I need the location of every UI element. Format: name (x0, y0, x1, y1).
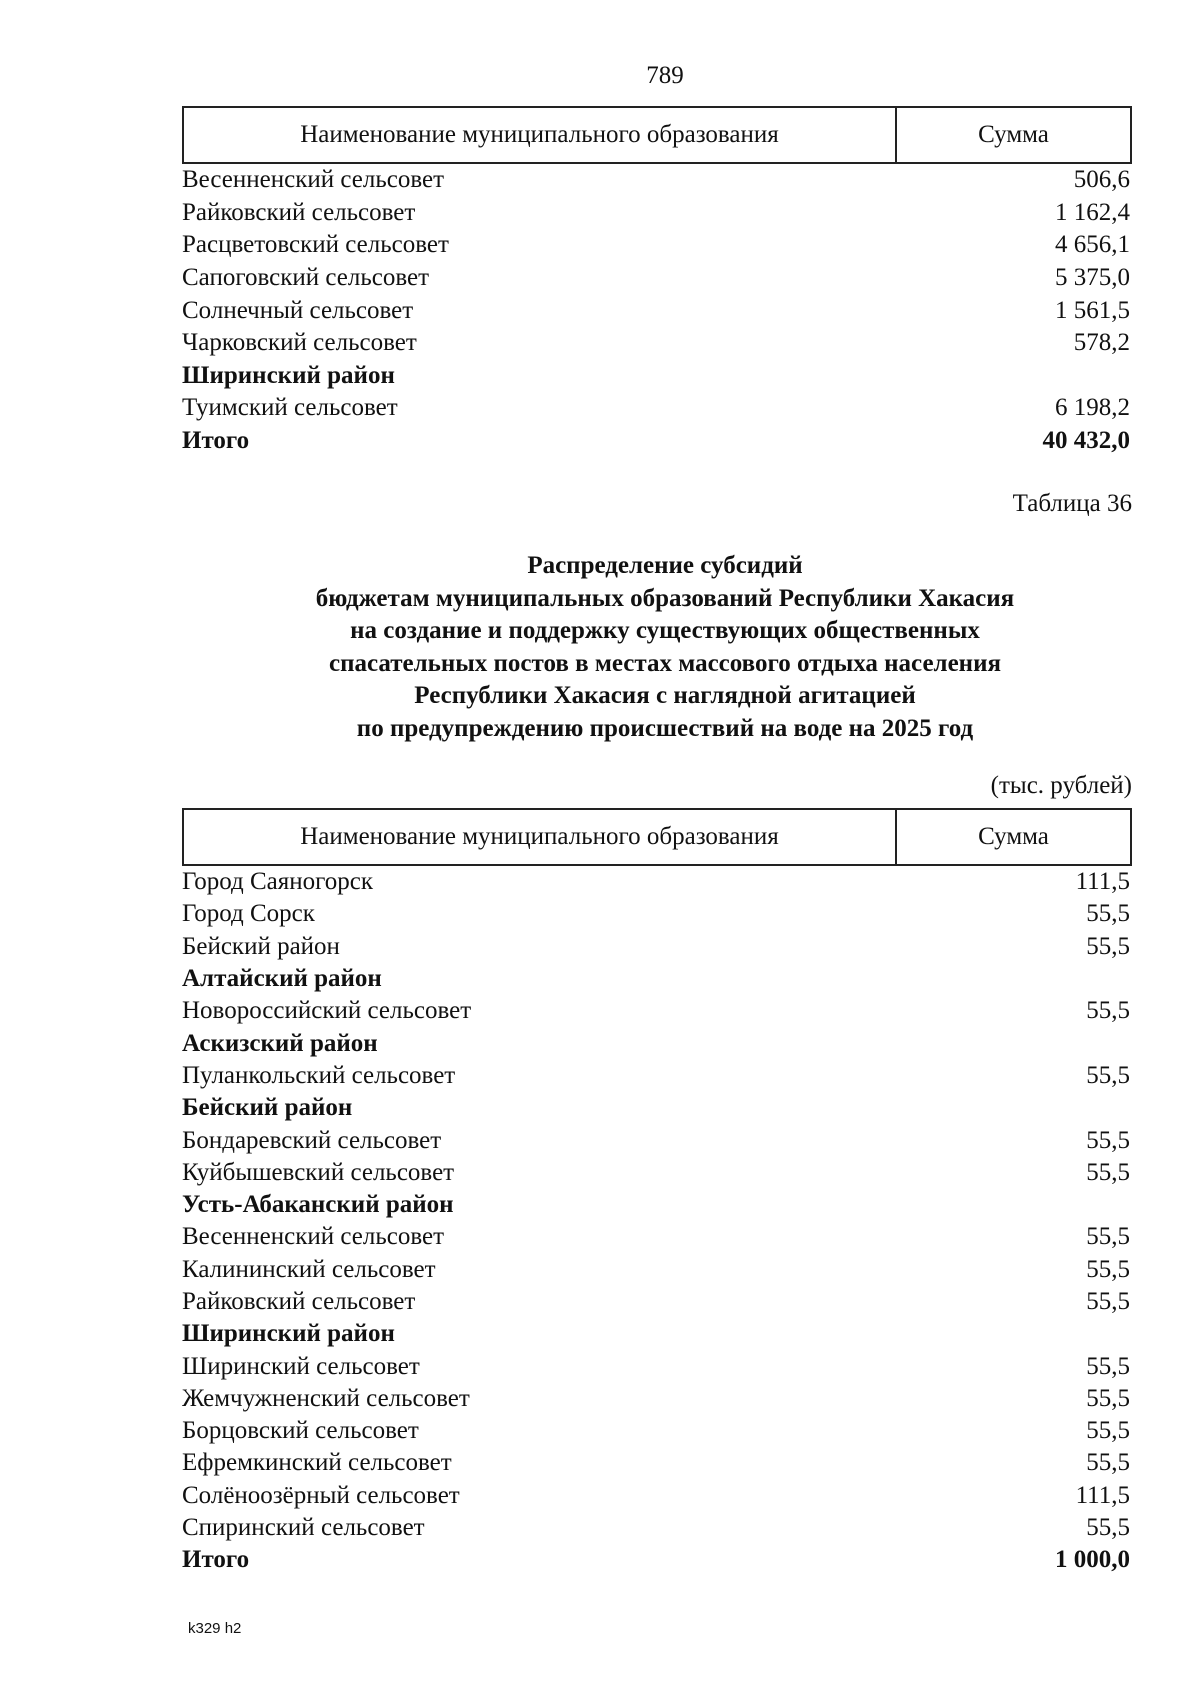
row-name: Весенненский сельсовет (182, 166, 445, 194)
row-name: Райковский сельсовет (182, 1288, 416, 1315)
table-row (182, 1447, 1132, 1479)
row-name: Усть-Абаканский район (182, 1191, 454, 1219)
table-row (182, 1480, 1132, 1512)
table-row (182, 1124, 1132, 1156)
table-row (182, 1512, 1132, 1544)
row-sum: 55,5 (1086, 1514, 1130, 1542)
table-1-header-name: Наименование муниципального образования (184, 108, 897, 162)
table-row (182, 262, 1132, 295)
row-sum: 111,5 (1075, 868, 1130, 896)
row-name: Итого (182, 1546, 250, 1574)
row-name: Куйбышевский сельсовет (182, 1158, 455, 1186)
row-name: Итого (182, 427, 250, 455)
row-sum: 55,5 (1086, 1158, 1130, 1186)
table-row (182, 1286, 1132, 1318)
row-name: Бейский район (182, 932, 340, 960)
row-sum: 6 198,2 (1055, 394, 1130, 422)
row-name: Ефремкинский сельсовет (182, 1449, 452, 1477)
row-sum: 55,5 (1086, 997, 1130, 1025)
table-row (182, 1350, 1132, 1382)
row-name: Райковский сельсовет (182, 198, 416, 226)
row-name: Ширинский район (182, 1320, 395, 1348)
row-sum: 55,5 (1086, 1061, 1130, 1089)
row-sum: 111,5 (1075, 1481, 1130, 1509)
table-2-header (182, 808, 1132, 866)
title-line: по предупреждению происшествий на воде на 2025 год (356, 714, 974, 742)
table-row (182, 1221, 1132, 1253)
row-sum: 5 375,0 (1055, 264, 1130, 292)
table-1-rows (182, 164, 1132, 457)
footer-code: k329 h2 (188, 1620, 242, 1637)
row-sum: 55,5 (1086, 1126, 1130, 1154)
row-sum: 1 162,4 (1055, 198, 1130, 226)
table-row (182, 1383, 1132, 1415)
row-sum: 1 561,5 (1055, 296, 1130, 324)
row-name: Аскизский район (182, 1029, 378, 1057)
table-row (182, 1157, 1132, 1189)
table-1-header (182, 106, 1132, 164)
row-sum: 55,5 (1086, 1384, 1130, 1412)
table-row (182, 1544, 1132, 1576)
row-name: Солнечный сельсовет (182, 296, 414, 324)
table-row (182, 1254, 1132, 1286)
row-name: Город Сорск (182, 900, 315, 928)
table-label: Таблица 36 (1012, 490, 1132, 517)
row-name: Новороссийский сельсовет (182, 997, 472, 1025)
table-2 (182, 808, 1132, 1577)
table-row (182, 931, 1132, 963)
row-name: Бейский район (182, 1094, 353, 1122)
row-sum: 55,5 (1086, 900, 1130, 928)
document-title (0, 550, 1200, 745)
title-line: Республики Хакасия с наглядной агитацией (414, 682, 916, 709)
row-sum: 55,5 (1086, 1417, 1130, 1445)
table-row (182, 1189, 1132, 1221)
table-row (182, 327, 1132, 360)
table-row (182, 197, 1132, 230)
table-2-rows (182, 866, 1132, 1577)
row-name: Пуланкольский сельсовет (182, 1061, 456, 1089)
row-sum: 55,5 (1086, 1449, 1130, 1477)
table-row (182, 866, 1132, 898)
table-row (182, 425, 1132, 458)
units-label: (тыс. рублей) (990, 772, 1132, 799)
table-row (182, 1415, 1132, 1447)
table-row (182, 229, 1132, 262)
title-line: спасательных постов в местах массового отдыха населения (328, 649, 1002, 677)
row-name: Спиринский сельсовет (182, 1514, 425, 1542)
table-row (182, 360, 1132, 393)
row-name: Борцовский сельсовет (182, 1417, 419, 1445)
row-name: Чарковский сельсовет (182, 329, 417, 357)
table-row (182, 1318, 1132, 1350)
row-sum: 40 432,0 (1042, 427, 1130, 455)
table-1-header-sum: Сумма (978, 121, 1049, 148)
table-row (182, 1092, 1132, 1124)
row-sum: 506,6 (1073, 166, 1130, 194)
row-sum: 578,2 (1073, 329, 1130, 357)
row-sum: 55,5 (1086, 932, 1130, 960)
row-name: Алтайский район (182, 965, 382, 993)
table-row (182, 294, 1132, 327)
row-name: Ширинский район (182, 361, 395, 389)
row-name: Расцветовский сельсовет (182, 231, 449, 259)
row-name: Весенненский сельсовет (182, 1223, 445, 1251)
table-row (182, 1027, 1132, 1059)
row-name: Ширинский сельсовет (182, 1352, 420, 1380)
row-sum: 1 000,0 (1055, 1546, 1130, 1574)
row-name: Жемчужненский сельсовет (182, 1384, 470, 1412)
row-sum: 55,5 (1086, 1288, 1130, 1315)
row-name: Сапоговский сельсовет (182, 264, 430, 292)
table-row (182, 392, 1132, 425)
row-name: Туимский сельсовет (182, 394, 398, 422)
table-2-header-sum: Сумма (978, 823, 1049, 850)
row-sum: 55,5 (1086, 1223, 1130, 1251)
row-name: Солёноозёрный сельсовет (182, 1481, 460, 1509)
row-sum: 55,5 (1086, 1352, 1130, 1380)
page-number: 789 (646, 62, 684, 89)
row-name: Город Саяногорск (182, 868, 374, 896)
table-row (182, 898, 1132, 930)
title-line: Распределение субсидий (527, 552, 803, 579)
table-1 (182, 106, 1132, 457)
table-row (182, 1060, 1132, 1092)
row-name: Калининский сельсовет (182, 1255, 436, 1283)
table-row (182, 963, 1132, 995)
row-name: Бондаревский сельсовет (182, 1126, 442, 1154)
row-sum: 4 656,1 (1055, 231, 1130, 259)
title-line: на создание и поддержку существующих общественных (350, 617, 980, 644)
row-sum: 55,5 (1086, 1255, 1130, 1283)
table-row (182, 164, 1132, 197)
title-line: бюджетам муниципальных образований Республики Хакасия (315, 584, 1015, 612)
table-2-header-name: Наименование муниципального образования (184, 810, 897, 864)
table-row (182, 995, 1132, 1027)
